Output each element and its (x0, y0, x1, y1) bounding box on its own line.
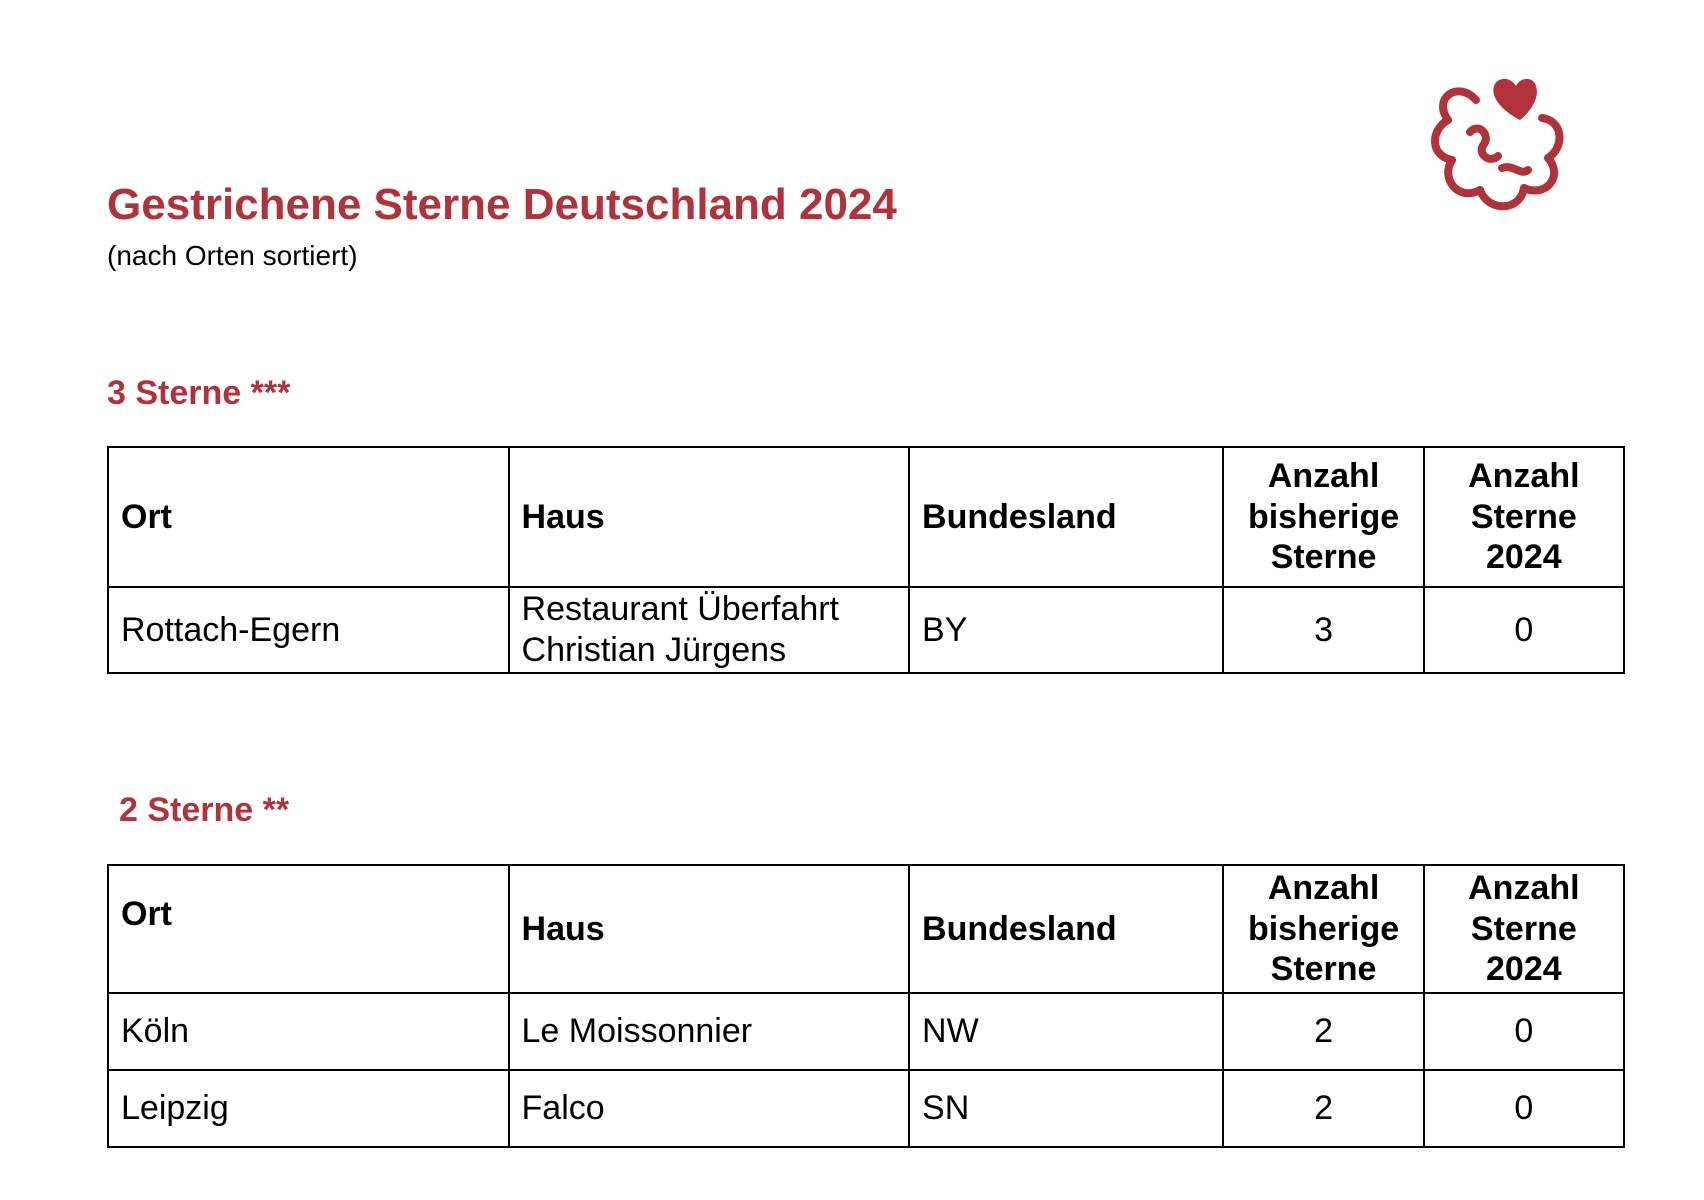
column-header-haus: Haus (509, 447, 910, 587)
cell-bundesland: SN (909, 1070, 1223, 1147)
table-header-row (108, 865, 1624, 993)
column-header-ort: Ort (108, 865, 509, 993)
column-header-ort: Ort (108, 447, 509, 587)
column-header-bisherige-sterne: Anzahl bisherige Sterne (1223, 865, 1423, 993)
column-header-bundesland: Bundesland (909, 865, 1223, 993)
column-header-bundesland: Bundesland (909, 447, 1223, 587)
page-title: Gestrichene Sterne Deutschland 2024 (107, 180, 897, 229)
cell-sterne-2024: 0 (1424, 587, 1624, 673)
three-star-table (107, 446, 1625, 674)
cell-bundesland: BY (909, 587, 1223, 673)
cell-haus-line1: Restaurant Überfahrt (521, 590, 840, 629)
two-star-table (107, 864, 1625, 1148)
table-header-row (108, 447, 1624, 587)
cell-ort: Köln (108, 993, 509, 1070)
cell-sterne-2024: 0 (1424, 1070, 1624, 1147)
cell-haus: Falco (509, 1070, 910, 1147)
table-row (108, 993, 1624, 1070)
cell-ort: Rottach-Egern (108, 587, 509, 673)
cell-haus-line2: Christian Jürgens (521, 631, 787, 669)
column-header-sterne-2024: Anzahl Sterne 2024 (1424, 447, 1624, 587)
cell-bisherige-sterne: 3 (1223, 587, 1423, 673)
cell-ort: Leipzig (108, 1070, 509, 1147)
cell-bundesland: NW (909, 993, 1223, 1070)
page-subtitle: (nach Orten sortiert) (107, 240, 358, 271)
section-heading-3-stars: 3 Sterne *** (107, 374, 291, 412)
section-heading-2-stars: 2 Sterne ** (119, 791, 290, 829)
table-row (108, 1070, 1624, 1147)
column-header-sterne-2024: Anzahl Sterne 2024 (1424, 865, 1624, 993)
cell-bisherige-sterne: 2 (1223, 993, 1423, 1070)
table-row (108, 587, 1624, 673)
cell-sterne-2024: 0 (1424, 993, 1624, 1070)
cell-haus (509, 587, 910, 673)
column-header-bisherige-sterne: Anzahl bisherige Sterne (1223, 447, 1423, 587)
column-header-haus: Haus (509, 865, 910, 993)
michelin-star-flower-icon (1428, 72, 1564, 216)
cell-bisherige-sterne: 2 (1223, 1070, 1423, 1147)
cell-haus: Le Moissonnier (509, 993, 910, 1070)
